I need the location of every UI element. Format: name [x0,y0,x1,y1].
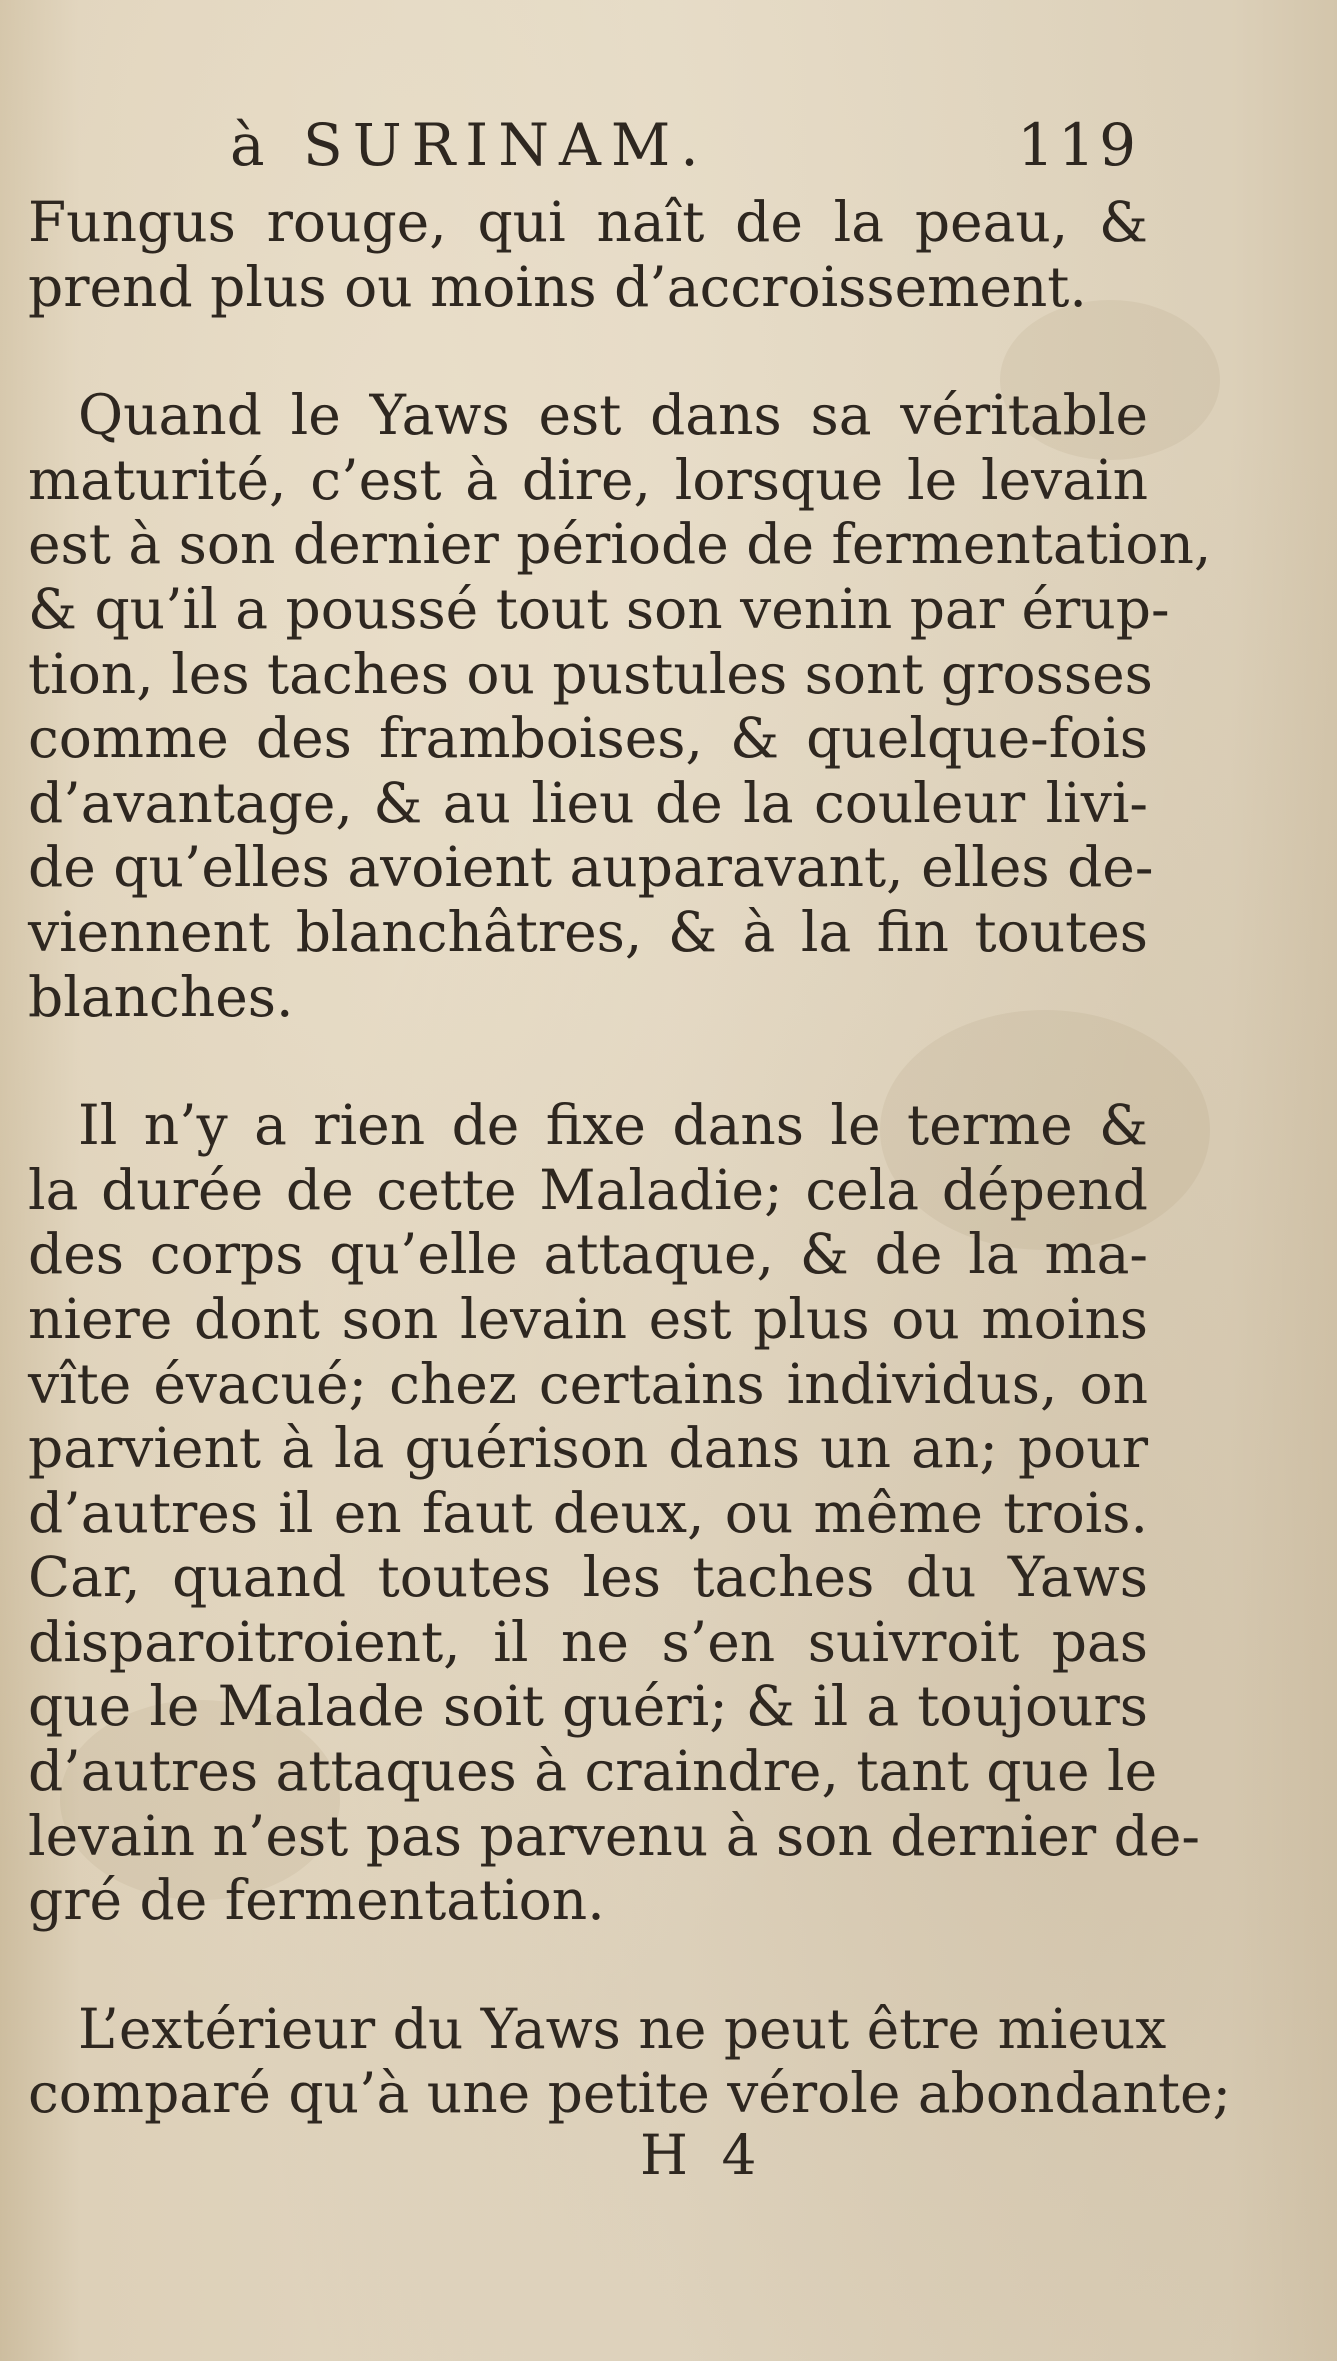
text-line: des corps qu’elle attaque, & de la ma- [28,1222,1148,1287]
text-line: viennent blanchâtres, & à la fin toutes [28,899,1148,964]
text-line: prend plus ou moins d’accroissement. [28,254,1087,319]
text-line: comparé qu’à une petite vérole abondante; [28,2061,1232,2126]
text-line: que le Malade soit guéri; & il a toujours [28,1674,1148,1739]
body-text [28,190,1232,2126]
text-line: vîte évacué; chez certains individus, on [28,1351,1148,1416]
paragraph-gap [28,1933,1148,1997]
text-line: blanches. [28,964,294,1029]
text-line: la durée de cette Maladie; cela dépend [28,1157,1148,1222]
text-line: tion, les taches ou pustules sont grosses [28,641,1153,706]
text-line: parvient à la guérison dans un an; pour [28,1416,1148,1481]
paragraph-gap [28,1029,1148,1093]
text-line: comme des framboises, & quelque-fois [28,706,1148,771]
running-head-title: à SURINAM. [230,111,709,179]
text-line: maturité, c’est à dire, lorsque le levain [28,447,1148,512]
text-line: levain n’est pas parvenu à son dernier de- [28,1803,1200,1868]
text-line: de qu’elles avoient auparavant, elles de- [28,835,1154,900]
text-line: d’autres attaques à craindre, tant que le [28,1739,1158,1804]
text-line: Car, quand toutes les taches du Yaws [28,1545,1148,1610]
text-line: gré de fermentation. [28,1868,605,1933]
text-line: disparoitroient, il ne s’en suivroit pas [28,1609,1148,1674]
text-line: Quand le Yaws est dans sa véritable [78,383,1148,448]
text-line: Il n’y a rien de fixe dans le terme & [78,1093,1148,1158]
paragraph-gap [28,319,1148,383]
text-line: L’extérieur du Yaws ne peut être mieux [78,1996,1167,2061]
signature-mark: H 4 [640,2123,765,2187]
text-line: Fungus rouge, qui naît de la peau, & [28,190,1148,254]
text-line: d’autres il en faut deux, ou même trois. [28,1480,1148,1545]
page-number: 119 [1017,111,1140,179]
text-line: niere dont son levain est plus ou moins [28,1286,1148,1351]
text-line: d’avantage, & au lieu de la couleur livi- [28,770,1148,835]
running-head [230,100,1140,190]
text-line: & qu’il a poussé tout son venin par érup- [28,576,1170,641]
text-line: est à son dernier période de fermentation, [28,512,1212,577]
